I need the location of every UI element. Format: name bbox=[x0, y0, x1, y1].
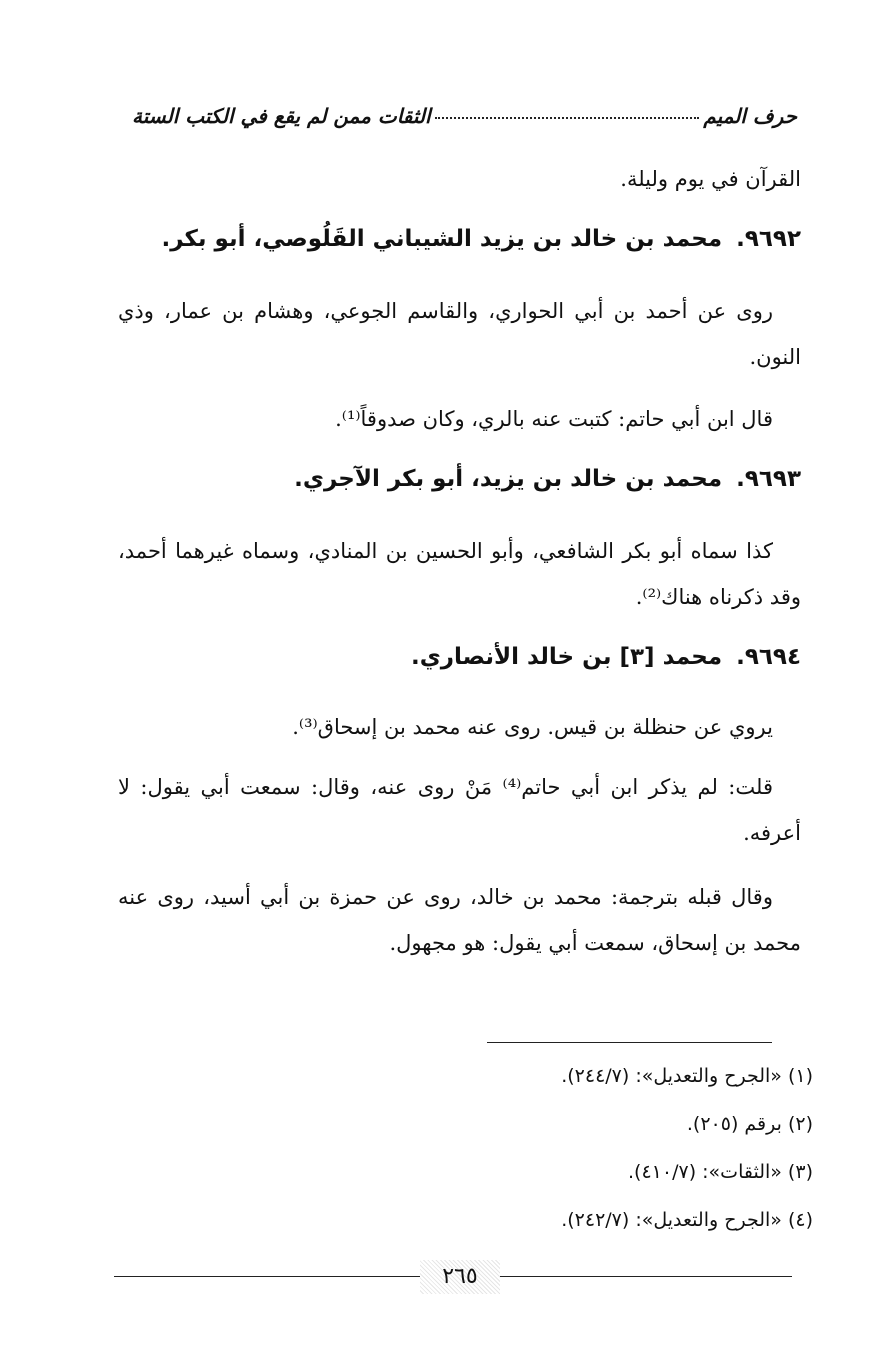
paragraph: قلت: لم يذكر ابن أبي حاتم⁽⁴⁾ مَنْ روى عنه، وقال: سمعت أبي يقول: لا أعرفه. bbox=[118, 775, 801, 845]
entry-title: محمد بن خالد بن يزيد الشيباني القَلُوصي، أبو بكر. bbox=[161, 226, 723, 252]
page-rule-left bbox=[114, 1276, 420, 1277]
entry-heading bbox=[118, 644, 801, 670]
header-book-title: الثقات ممن لم يقع في الكتب الستة bbox=[132, 104, 431, 128]
header-dots bbox=[435, 117, 700, 119]
entry-number: ٩٦٩٢. bbox=[736, 226, 801, 252]
page-number: ٢٦٥ bbox=[420, 1260, 500, 1294]
footnote: (٤) «الجرح والتعديل»: (٢٤٢/٧). bbox=[561, 1209, 813, 1231]
footnotes bbox=[118, 1056, 813, 1248]
entry-number: ٩٦٩٣. bbox=[736, 466, 801, 492]
footnote-separator bbox=[487, 1042, 772, 1043]
paragraph: كذا سماه أبو بكر الشافعي، وأبو الحسين بن المنادي، وسماه غيرهما أحمد، وقد ذكرناه هناك⁽²⁾. bbox=[118, 539, 801, 609]
paragraph: يروي عن حنظلة بن قيس. روى عنه محمد بن إسحاق⁽³⁾. bbox=[292, 715, 773, 739]
paragraph: وقال قبله بترجمة: محمد بن خالد، روى عن حمزة بن أبي أسيد، روى عنه محمد بن إسحاق، سمعت أبي يقول: هو مجهول. bbox=[118, 885, 801, 955]
entry-title: محمد بن خالد بن يزيد، أبو بكر الآجري. bbox=[294, 466, 723, 492]
entry-number: ٩٦٩٤. bbox=[736, 644, 801, 670]
paragraph: روى عن أحمد بن أبي الحواري، والقاسم الجوعي، وهشام بن عمار، وذي النون. bbox=[118, 299, 801, 369]
entry-heading bbox=[118, 466, 801, 492]
footnote: (٢) برقم (٢٠٥). bbox=[686, 1113, 813, 1135]
paragraph: القرآن في يوم وليلة. bbox=[620, 167, 801, 191]
entry-title: محمد [٣] بن خالد الأنصاري. bbox=[410, 644, 723, 670]
paragraph: قال ابن أبي حاتم: كتبت عنه بالري، وكان صدوقاً⁽¹⁾. bbox=[335, 407, 773, 431]
header-chapter: حرف الميم bbox=[703, 104, 797, 128]
entry-heading bbox=[118, 226, 801, 252]
page-rule-right bbox=[500, 1276, 792, 1277]
running-header bbox=[132, 104, 797, 128]
footnote: (٣) «الثقات»: (٤١٠/٧). bbox=[628, 1161, 813, 1183]
footnote: (١) «الجرح والتعديل»: (٢٤٤/٧). bbox=[561, 1065, 813, 1087]
